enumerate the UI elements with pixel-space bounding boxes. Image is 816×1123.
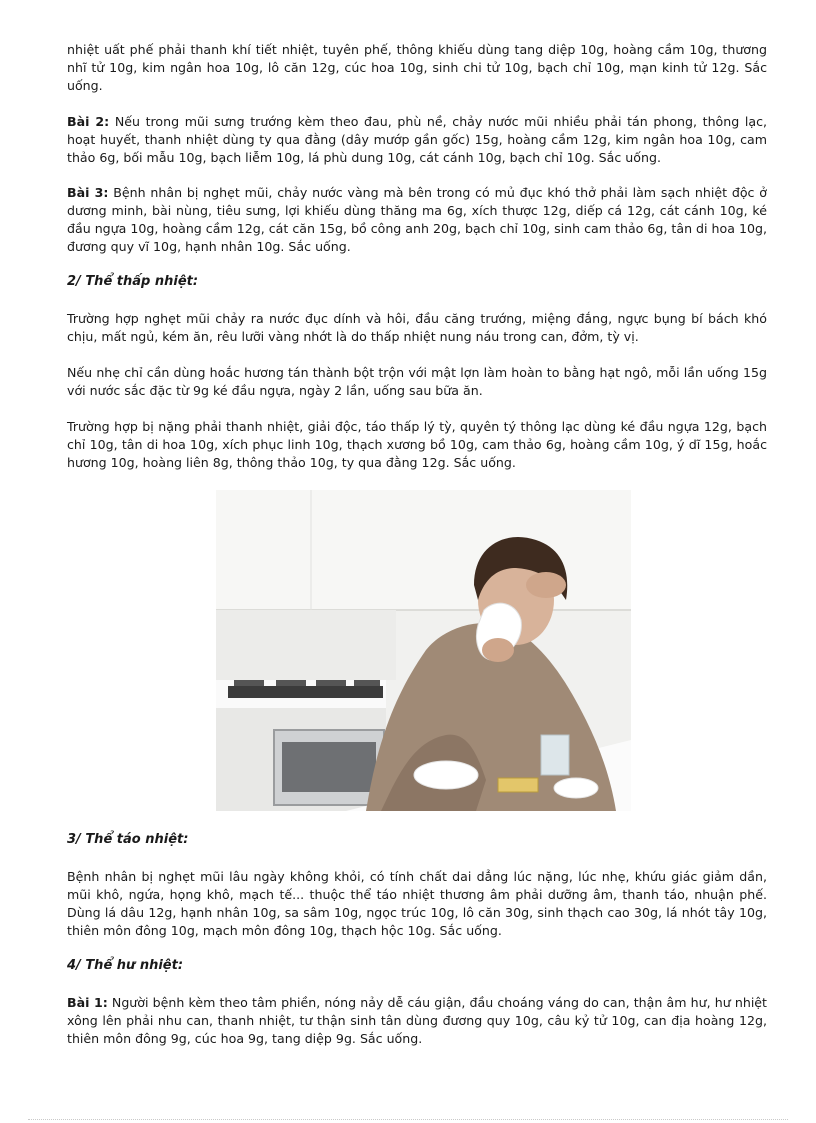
heading-the-thap-nhiet: 2/ Thể thấp nhiệt: xyxy=(67,274,199,289)
bai1-text: Người bệnh kèm theo tâm phiền, nóng nảy dễ cáu giận, đầu choáng váng do can, thận âm hư, hư nhiệt xông lên phải nhu can, thanh nhiệt, tư thận sinh tân dùng đương quy 10g, câu kỷ tử 10g, can địa hoàng 12g, thiên môn đông 9g, cúc hoa 9g, tang diệp 9g. Sắc uống. xyxy=(67,995,767,1046)
sick-man-photo xyxy=(216,490,631,811)
bai1-label: Bài 1: xyxy=(67,995,108,1010)
paragraph-bai3 xyxy=(67,184,767,256)
paragraph-thap-nhiet-1: Trường hợp nghẹt mũi chảy ra nước đục dính và hôi, đầu căng trướng, miệng đắng, ngực bụng bí bách khó chịu, mất ngủ, kém ăn, rêu lưỡi vàng nhớt là do thấp nhiệt nung náu trong can, đởm, tỳ vị. xyxy=(67,311,767,344)
bai3-text: Bệnh nhân bị nghẹt mũi, chảy nước vàng mà bên trong có mủ đục khó thở phải làm sạch nhiệt độc ở dương minh, bài nùng, tiêu sưng, lợi khiếu dùng thăng ma 6g, xích thược 12g, diếp cá 12g, cát cánh 10g, ké đầu ngựa 10g, hoàng cầm 12g, cát căn 15g, bồ công anh 20g, bạch chỉ 10g, sinh cam thảo 6g, tân di hoa 10g, đương quy vĩ 10g, hạnh nhân 10g. Sắc uống. xyxy=(67,185,767,254)
paragraph-bai1-continued: nhiệt uất phế phải thanh khí tiết nhiệt, tuyên phế, thông khiếu dùng tang diệp 10g, hoàng cầm 10g, thương nhĩ tử 10g, kim ngân hoa 10g, lô căn 12g, cúc hoa 10g, sinh chi tử 10g, bạch chỉ 10g, mạn kinh tử 12g. Sắc uống. xyxy=(67,42,767,93)
bai2-text: Nếu trong mũi sưng trướng kèm theo đau, phù nề, chảy nước mũi nhiều phải tán phong, thông lạc, hoạt huyết, thanh nhiệt dùng ty qua đằng (dây mướp gần gốc) 15g, hoàng cầm 12g, kim ngân hoa 10g, cam thảo 6g, bối mẫu 10g, bạch liễm 10g, lá phù dung 10g, cát cánh 10g, bạch chỉ 10g. Sắc uống. xyxy=(67,114,767,165)
heading-the-tao-nhiet: 3/ Thể táo nhiệt: xyxy=(67,832,189,847)
paragraph-hu-nhiet-bai1 xyxy=(67,994,767,1048)
paragraph-thap-nhiet-2: Nếu nhẹ chỉ cần dùng hoắc hương tán thành bột trộn với mật lợn làm hoàn to bằng hạt ngô, mỗi lần uống 15g với nước sắc đặc từ 9g ké đầu ngựa, ngày 2 lần, uống sau bữa ăn. xyxy=(67,365,767,398)
heading-the-hu-nhiet: 4/ Thể hư nhiệt: xyxy=(67,958,184,973)
paragraph-thap-nhiet-3: Trường hợp bị nặng phải thanh nhiệt, giải độc, táo thấp lý tỳ, quyên tý thông lạc dùng ké đầu ngựa 12g, bạch chỉ 10g, tân di hoa 10g, xích phục linh 10g, thạch xương bồ 10g, cam thảo 6g, hoàng cầm 10g, ý dĩ 15g, hoắc hương 10g, hoàng liên 8g, thông thảo 10g, ty qua đằng 12g. Sắc uống. xyxy=(67,419,767,470)
page-bottom-divider xyxy=(28,1119,788,1120)
paragraph-tao-nhiet: Bệnh nhân bị nghẹt mũi lâu ngày không khỏi, có tính chất dai dẳng lúc nặng, lúc nhẹ, khứu giác giảm dần, mũi khô, ngứa, họng khô, mạch tế... thuộc thể táo nhiệt thương âm phải dưỡng âm, thanh táo, nhuận phế. Dùng lá dâu 12g, hạnh nhân 10g, sa sâm 10g, ngọc trúc 10g, lô căn 30g, sinh thạch cao 30g, lá nhót tây 10g, thiên môn đông 10g, mạch môn đông 10g, thạch hộc 10g. Sắc uống. xyxy=(67,869,767,938)
paragraph-bai2 xyxy=(67,113,767,167)
bai2-label: Bài 2: xyxy=(67,114,110,129)
bai3-label: Bài 3: xyxy=(67,185,109,200)
